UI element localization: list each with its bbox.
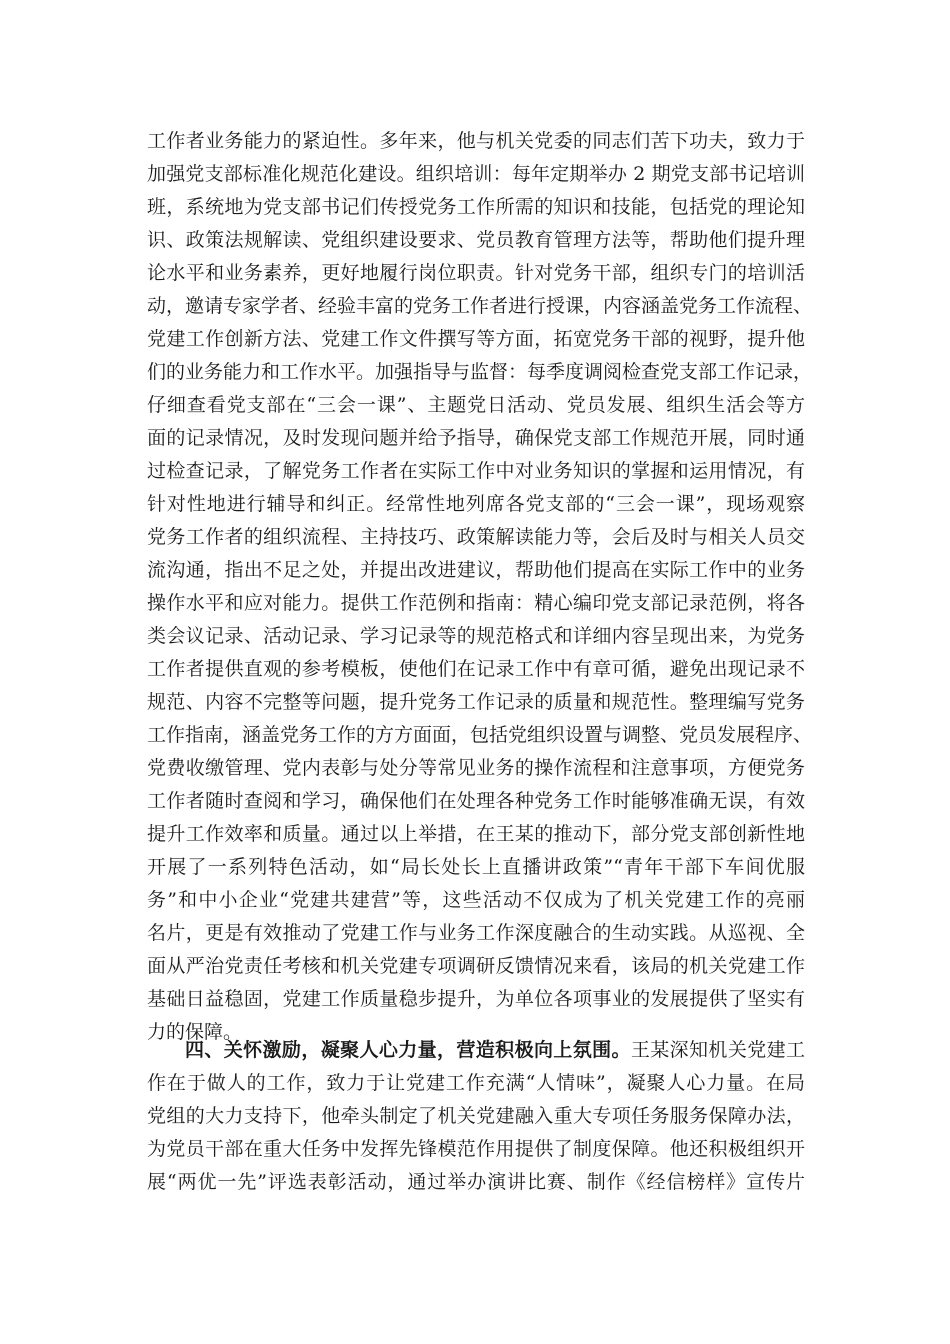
text-line: 针对性地进行辅导和纠正。经常性地列席各党支部的“三会一课”，现场观察 <box>147 493 805 515</box>
text-line: 提升工作效率和质量。通过以上举措，在王某的推动下，部分党支部创新性地 <box>147 823 805 845</box>
text-line: 工作者业务能力的紧迫性。多年来，他与机关党委的同志们苦下功夫，致力于 <box>147 130 805 152</box>
text-line: 开展了一系列特色活动，如“局长处长上直播讲政策”“青年干部下车间优服 <box>147 856 805 878</box>
text-line: 类会议记录、活动记录、学习记录等的规范格式和详细内容呈现出来，为党务 <box>147 625 805 647</box>
text-line: 为党员干部在重大任务中发挥先锋模范作用提供了制度保障。他还积极组织开 <box>147 1138 805 1160</box>
text-line: 工作指南，涵盖党务工作的方方面面，包括党组织设置与调整、党员发展程序、 <box>147 724 813 746</box>
text-line: 识、政策法规解读、党组织建设要求、党员教育管理方法等，帮助他们提升理 <box>147 229 805 251</box>
paragraph-care-incentive <box>147 1034 805 1199</box>
text-line: 务”和中小企业“党建共建营”等，这些活动不仅成为了机关党建工作的亮丽 <box>147 889 805 911</box>
text-line: 党费收缴管理、党内表彰与处分等常见业务的操作流程和注意事项，方便党务 <box>147 757 805 779</box>
text-line: 班，系统地为党支部书记们传授党务工作所需的知识和技能，包括党的理论知 <box>147 196 805 218</box>
text-line: 工作者随时查阅和学习，确保他们在处理各种党务工作时能够准确无误，有效 <box>147 790 805 812</box>
text-line: 党建工作创新方法、党建工作文件撰写等方面，拓宽党务干部的视野，提升他 <box>147 328 805 350</box>
text-line: 加强党支部标准化规范化建设。组织培训：每年定期举办 2 期党支部书记培训 <box>147 163 805 185</box>
text-line: 工作者提供直观的参考模板，使他们在记录工作中有章可循，避免出现记录不 <box>147 658 805 680</box>
paragraph-training-supervision <box>147 125 813 1049</box>
text-line: 过检查记录，了解党务工作者在实际工作中对业务知识的掌握和运用情况，有 <box>147 460 805 482</box>
text-line: 基础日益稳固，党建工作质量稳步提升，为单位各项事业的发展提供了坚实有 <box>147 988 805 1010</box>
text-line: 流沟通，指出不足之处，并提出改进建议，帮助他们提高在实际工作中的业务 <box>147 559 805 581</box>
text-line: 党组的大力支持下，他牵头制定了机关党建融入重大专项任务服务保障办法， <box>147 1105 805 1127</box>
text-line: 党务工作者的组织流程、主持技巧、政策解读能力等，会后及时与相关人员交 <box>147 526 805 548</box>
text-line: 们的业务能力和工作水平。加强指导与监督：每季度调阅检查党支部工作记录， <box>147 361 813 383</box>
text-line: 规范、内容不完整等问题，提升党务工作记录的质量和规范性。整理编写党务 <box>147 691 805 713</box>
text-line: 力的保障。 <box>147 1021 243 1043</box>
section-heading: 四、关怀激励，凝聚人心力量，营造积极向上氛围。 <box>185 1039 631 1061</box>
text-line: 面从严治党责任考核和机关党建专项调研反馈情况来看，该局的机关党建工作 <box>147 955 805 977</box>
text-line: 动，邀请专家学者、经验丰富的党务工作者进行授课，内容涵盖党务工作流程、 <box>147 295 813 317</box>
text-line <box>147 1034 805 1067</box>
text-line: 作在于做人的工作，致力于让党建工作充满“人情味”，凝聚人心力量。在局 <box>147 1072 805 1094</box>
text-line: 操作水平和应对能力。提供工作范例和指南：精心编印党支部记录范例，将各 <box>147 592 805 614</box>
text-line: 名片，更是有效推动了党建工作与业务工作深度融合的生动实践。从巡视、全 <box>147 922 805 944</box>
text-line: 仔细查看党支部在“三会一课”、主题党日活动、党员发展、组织生活会等方 <box>147 394 805 416</box>
text-line: 论水平和业务素养，更好地履行岗位职责。针对党务干部，组织专门的培训活 <box>147 262 805 284</box>
heading-continuation: 王某深知机关党建工 <box>630 1039 805 1061</box>
text-line: 展“两优一先”评选表彰活动，通过举办演讲比赛、制作《经信榜样》宣传片 <box>147 1171 805 1193</box>
text-line: 面的记录情况，及时发现问题并给予指导，确保党支部工作规范开展，同时通 <box>147 427 805 449</box>
